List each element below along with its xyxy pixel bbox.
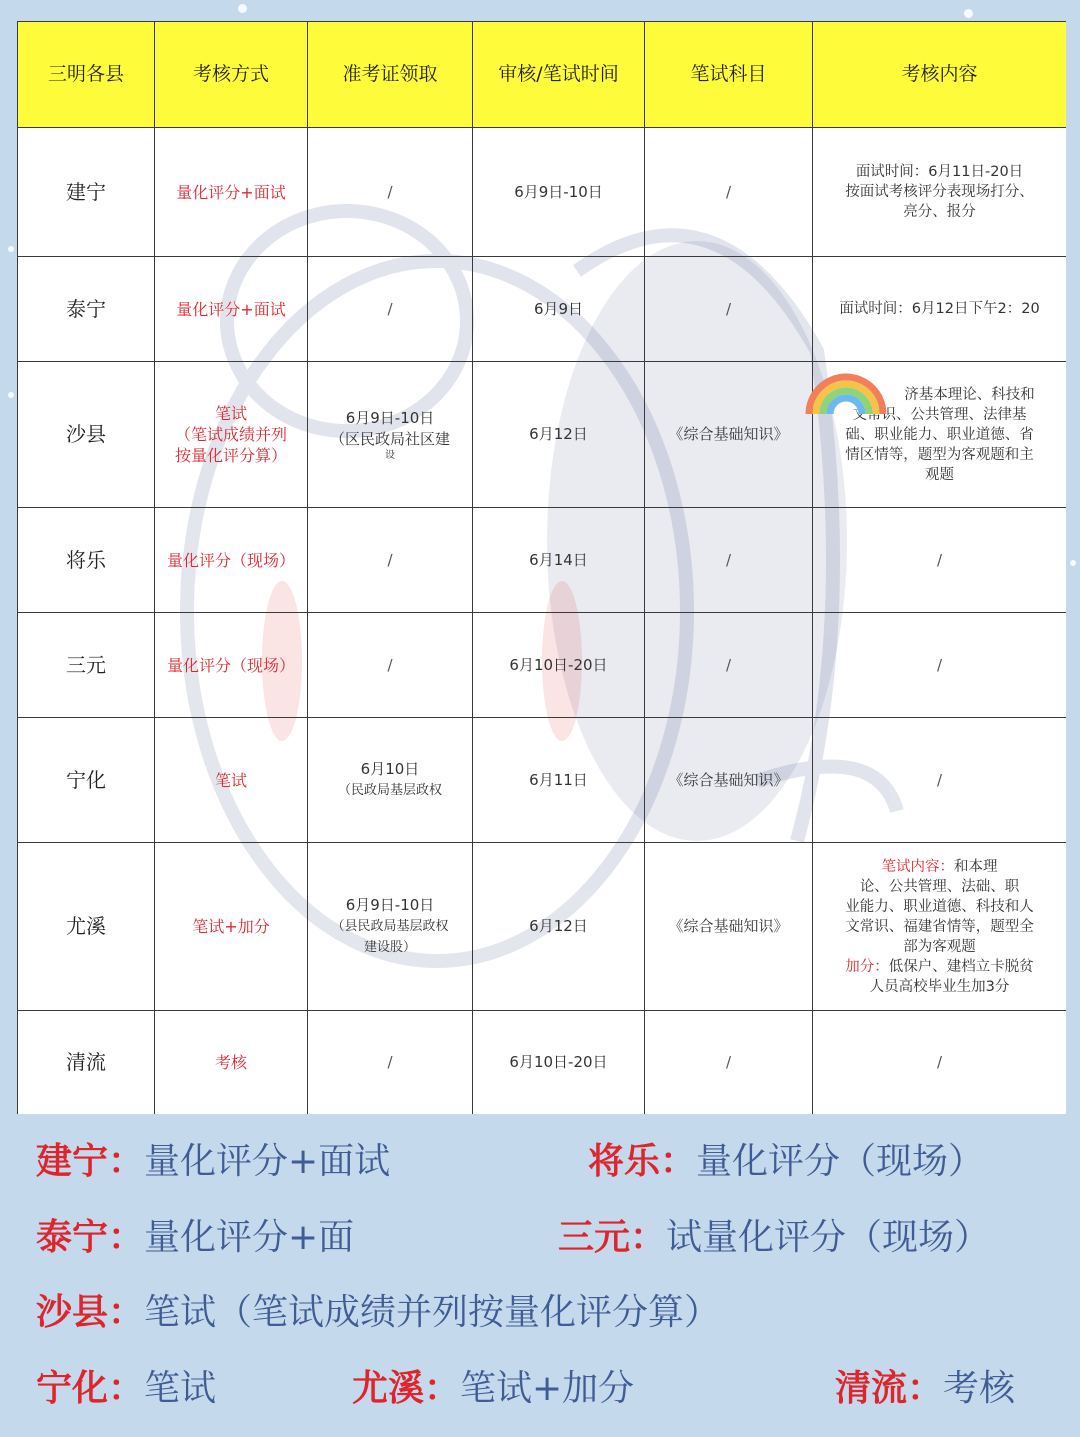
header-time: 审核/笔试时间 <box>473 22 645 128</box>
content-cell: / <box>813 1011 1067 1115</box>
subject-cell: / <box>645 1011 813 1115</box>
table-row <box>18 843 1067 1011</box>
summary-value: 笔试（笔试成绩并列按量化评分算） <box>144 1292 721 1333</box>
summary-ninghua <box>36 1367 216 1411</box>
subject-cell: / <box>645 508 813 613</box>
assessment-table <box>17 21 1066 1114</box>
summary-key: 将乐： <box>588 1141 697 1182</box>
header-content: 考核内容 <box>813 22 1067 128</box>
content-line: 情区情等，题型为客观题和主 <box>845 446 1034 463</box>
summary-value: 量化评分+面 <box>144 1217 355 1258</box>
method-cell: 量化评分+面试 <box>155 128 308 257</box>
header-subject: 笔试科目 <box>645 22 813 128</box>
county-cell: 泰宁 <box>18 257 155 362</box>
ticket-line: 设 <box>385 449 395 461</box>
summary-value: 笔试 <box>144 1368 217 1409</box>
time-cell: 6月12日 <box>473 362 645 508</box>
county-cell: 尤溪 <box>18 843 155 1011</box>
ticket-cell <box>308 843 473 1011</box>
summary-key: 沙县： <box>36 1292 145 1333</box>
summary-value: 试量化评分（现场） <box>666 1217 991 1258</box>
county-cell: 宁化 <box>18 718 155 843</box>
ticket-cell <box>308 718 473 843</box>
content-cell: / <box>813 718 1067 843</box>
ticket-line: 6月10日 <box>360 760 420 778</box>
summary-jiangle <box>588 1140 984 1184</box>
content-line: 观题 <box>925 466 954 483</box>
time-cell: 6月14日 <box>473 508 645 613</box>
content-line <box>819 857 1060 877</box>
subject-cell: / <box>645 613 813 718</box>
sparkle-dot <box>964 9 973 18</box>
header-ticket: 准考证领取 <box>308 22 473 128</box>
bonus-label: 加分： <box>845 958 889 975</box>
content-cell: / <box>813 613 1067 718</box>
ticket-line: （县民政局基层政权 <box>331 919 449 934</box>
subject-cell: / <box>645 128 813 257</box>
county-cell: 沙县 <box>18 362 155 508</box>
county-cell: 将乐 <box>18 508 155 613</box>
content-line: 文常识、公共管理、法律基 <box>852 406 1027 423</box>
summary-value: 量化评分+面试 <box>144 1141 391 1182</box>
ticket-cell: / <box>308 508 473 613</box>
sparkle-dot <box>8 392 14 398</box>
sparkle-dot <box>238 4 247 13</box>
content-line: 面试时间：6月11日-20日 <box>855 164 1024 180</box>
content-line: 础、职业能力、职业道德、省 <box>845 426 1034 443</box>
summary-qingliu <box>835 1367 1015 1411</box>
summary-sanyuan <box>558 1216 990 1260</box>
subject-cell: / <box>645 257 813 362</box>
content-line: 面试时间：6月12日下午2：20 <box>839 301 1040 317</box>
content-text: 低保户、建档立卡脱贫 <box>888 958 1034 975</box>
header-method: 考核方式 <box>155 22 308 128</box>
content-line: 济基本理论、科技和 <box>904 386 1035 403</box>
sparkle-dot <box>8 246 14 252</box>
summary-key: 清流： <box>835 1368 944 1409</box>
time-cell: 6月11日 <box>473 718 645 843</box>
content-line: 文常识、福建省情等，题型全 <box>845 918 1034 935</box>
table-row <box>18 128 1067 257</box>
time-cell: 6月10日-20日 <box>473 613 645 718</box>
summary-key: 泰宁： <box>36 1217 145 1258</box>
summary-value: 量化评分（现场） <box>696 1141 985 1182</box>
ticket-line: 6月9日-10日 <box>345 408 435 427</box>
content-line: 部为客观题 <box>903 938 976 955</box>
ticket-cell: / <box>308 128 473 257</box>
table-row <box>18 1011 1067 1115</box>
written-content-label: 笔试内容： <box>881 858 954 875</box>
method-line: （笔试成绩并列 <box>174 425 287 444</box>
content-line: 论、公共管理、法础、职 <box>859 878 1020 895</box>
method-line: 按量化评分算） <box>174 446 287 465</box>
summary-section <box>0 1125 1080 1437</box>
rainbow-sticker <box>801 364 891 420</box>
table-row <box>18 257 1067 362</box>
subject-cell: 《综合基础知识》 <box>645 718 813 843</box>
summary-youxi <box>352 1367 634 1411</box>
time-cell: 6月9日 <box>473 257 645 362</box>
ticket-line: 建设股） <box>363 940 416 955</box>
summary-shaxian <box>36 1291 720 1335</box>
time-cell: 6月12日 <box>473 843 645 1011</box>
method-cell <box>155 362 308 508</box>
summary-key: 三元： <box>558 1217 667 1258</box>
sparkle-dot <box>1070 560 1076 566</box>
method-cell: 量化评分+面试 <box>155 257 308 362</box>
table-row <box>18 718 1067 843</box>
county-cell: 建宁 <box>18 128 155 257</box>
summary-key: 宁化： <box>36 1368 145 1409</box>
method-line: 笔试 <box>214 404 247 423</box>
content-cell <box>813 843 1067 1011</box>
method-cell: 考核 <box>155 1011 308 1115</box>
summary-jianning <box>36 1140 390 1184</box>
content-text: 和本理 <box>954 858 998 875</box>
summary-key: 建宁： <box>36 1141 145 1182</box>
ticket-line: 6月9日-10日 <box>345 896 435 914</box>
content-line <box>819 957 1060 977</box>
content-cell: / <box>813 508 1067 613</box>
ticket-line: （民政局基层政权 <box>337 783 442 798</box>
table-row <box>18 508 1067 613</box>
header-county: 三明各县 <box>18 22 155 128</box>
table-row <box>18 362 1067 508</box>
content-cell <box>813 362 1067 508</box>
ticket-cell: / <box>308 613 473 718</box>
content-line: 业能力、职业道德、科技和人 <box>845 898 1034 915</box>
content-cell <box>813 257 1067 362</box>
summary-key: 尤溪： <box>352 1368 461 1409</box>
content-line: 亮分、报分 <box>903 204 976 220</box>
time-cell: 6月10日-20日 <box>473 1011 645 1115</box>
content-line: 按面试考核评分表现场打分、 <box>845 184 1034 200</box>
county-cell: 清流 <box>18 1011 155 1115</box>
method-cell: 量化评分（现场） <box>155 508 308 613</box>
subject-cell: 《综合基础知识》 <box>645 362 813 508</box>
summary-value: 笔试+加分 <box>460 1368 635 1409</box>
summary-taining <box>36 1216 354 1260</box>
table-header-row <box>18 22 1067 128</box>
ticket-cell <box>308 362 473 508</box>
content-line: 人员高校毕业生加3分 <box>869 978 1010 995</box>
table-row <box>18 613 1067 718</box>
time-cell: 6月9日-10日 <box>473 128 645 257</box>
ticket-cell: / <box>308 257 473 362</box>
assessment-table-card <box>17 21 1066 1114</box>
content-cell <box>813 128 1067 257</box>
summary-value: 考核 <box>943 1368 1016 1409</box>
ticket-cell: / <box>308 1011 473 1115</box>
method-cell: 笔试 <box>155 718 308 843</box>
subject-cell: 《综合基础知识》 <box>645 843 813 1011</box>
county-cell: 三元 <box>18 613 155 718</box>
ticket-line: （区民政局社区建 <box>329 429 450 448</box>
method-cell: 笔试+加分 <box>155 843 308 1011</box>
method-cell: 量化评分（现场） <box>155 613 308 718</box>
